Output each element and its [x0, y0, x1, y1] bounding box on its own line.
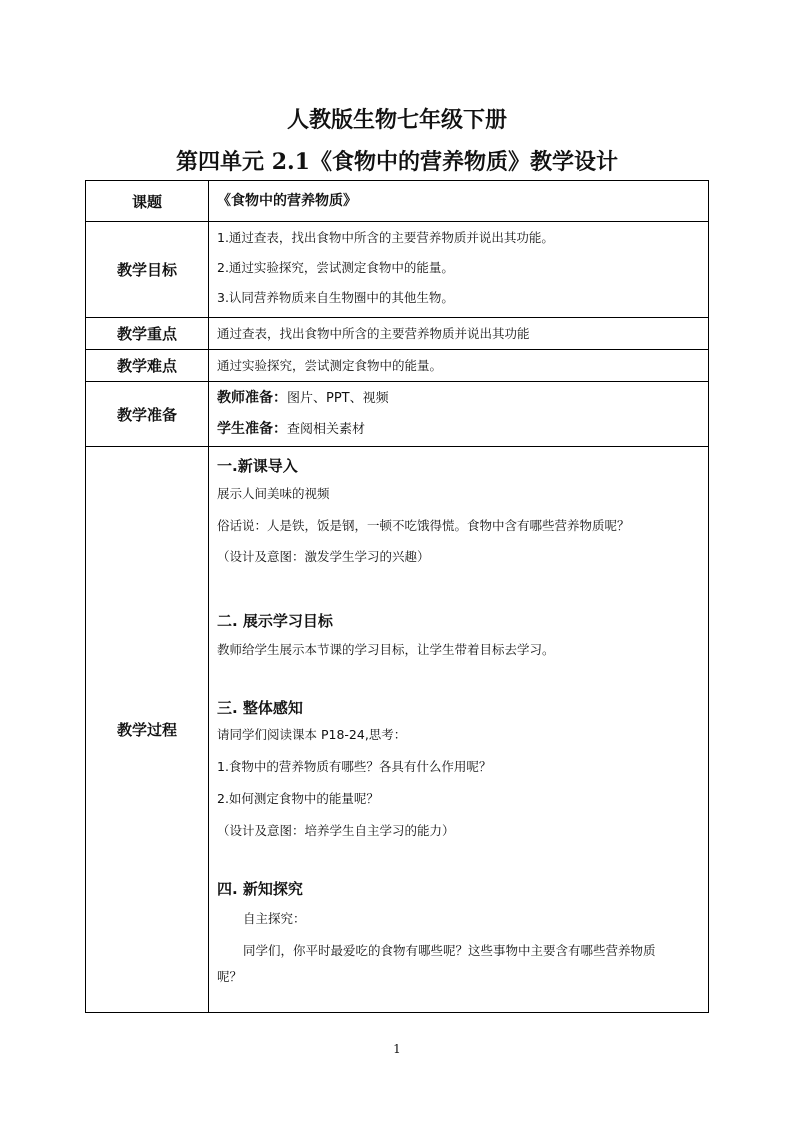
process-line: 教师给学生展示本节课的学习目标，让学生带着目标去学习。	[217, 642, 555, 657]
process-line: （设计及意图：激发学生学习的兴趣）	[217, 549, 430, 564]
process-line: 俗话说：人是铁，饭是钢，一顿不吃饿得慌。食物中含有哪些营养物质呢？	[217, 518, 630, 533]
goal-item: 1.通过查表，找出食物中所含的主要营养物质并说出其功能。	[217, 230, 554, 245]
document-title: 人教版生物七年级下册	[286, 107, 507, 133]
difficulty-label: 教学难点	[86, 350, 209, 382]
key-point-value: 通过查表，找出食物中所含的主要营养物质并说出其功能	[217, 326, 530, 341]
table-row-difficulty	[86, 350, 709, 382]
section-heading: 四. 新知探究	[217, 880, 303, 898]
table-row-process	[86, 447, 709, 1013]
student-prep	[217, 419, 700, 440]
process-line: 1.食物中的营养物质有哪些？各具有什么作用呢？	[217, 759, 492, 774]
process-cell	[209, 447, 709, 1013]
key-point-label: 教学重点	[86, 318, 209, 350]
key-point-cell	[209, 318, 709, 350]
topic-value: 《食物中的营养物质》	[217, 193, 357, 209]
process-line: 展示人间美味的视频	[217, 486, 330, 501]
student-prep-label: 学生准备：	[217, 421, 287, 437]
section-heading: 一.新课导入	[217, 457, 298, 475]
teacher-prep-label: 教师准备：	[217, 390, 287, 406]
section-heading: 三. 整体感知	[217, 699, 303, 717]
goal-item: 3.认同营养物质来自生物圈中的其他生物。	[217, 290, 454, 305]
process-line: 请同学们阅读课本 P18-24,思考：	[217, 727, 407, 742]
goals-label: 教学目标	[86, 222, 209, 318]
teacher-prep	[217, 388, 700, 409]
lesson-plan-table	[85, 180, 709, 1013]
prep-cell	[209, 382, 709, 447]
goal-item: 2.通过实验探究，尝试测定食物中的能量。	[217, 260, 454, 275]
process-line: 呢？	[217, 969, 243, 984]
table-row-prep	[86, 382, 709, 447]
process-line: 同学们，你平时最爱吃的食物有哪些呢？这些事物中主要含有哪些营养物质	[243, 943, 656, 958]
student-prep-value: 查阅相关素材	[287, 422, 366, 437]
page-number: 1	[393, 1042, 401, 1056]
topic-cell	[209, 181, 709, 222]
table-row-goals	[86, 222, 709, 318]
section-heading: 二. 展示学习目标	[217, 612, 333, 630]
process-label: 教学过程	[86, 447, 209, 1013]
process-line: 2.如何测定食物中的能量呢？	[217, 791, 379, 806]
document-subtitle: 第四单元 2.1《食物中的营养物质》教学设计	[176, 149, 618, 175]
teacher-prep-value: 图片、PPT、视频	[287, 391, 389, 406]
table-row-topic	[86, 181, 709, 222]
process-line: 自主探究：	[243, 911, 306, 926]
prep-label: 教学准备	[86, 382, 209, 447]
goals-cell	[209, 222, 709, 318]
difficulty-cell	[209, 350, 709, 382]
process-line: （设计及意图：培养学生自主学习的能力）	[217, 823, 455, 838]
topic-label: 课题	[86, 181, 209, 222]
table-row-key-point	[86, 318, 709, 350]
difficulty-value: 通过实验探究，尝试测定食物中的能量。	[217, 358, 443, 373]
